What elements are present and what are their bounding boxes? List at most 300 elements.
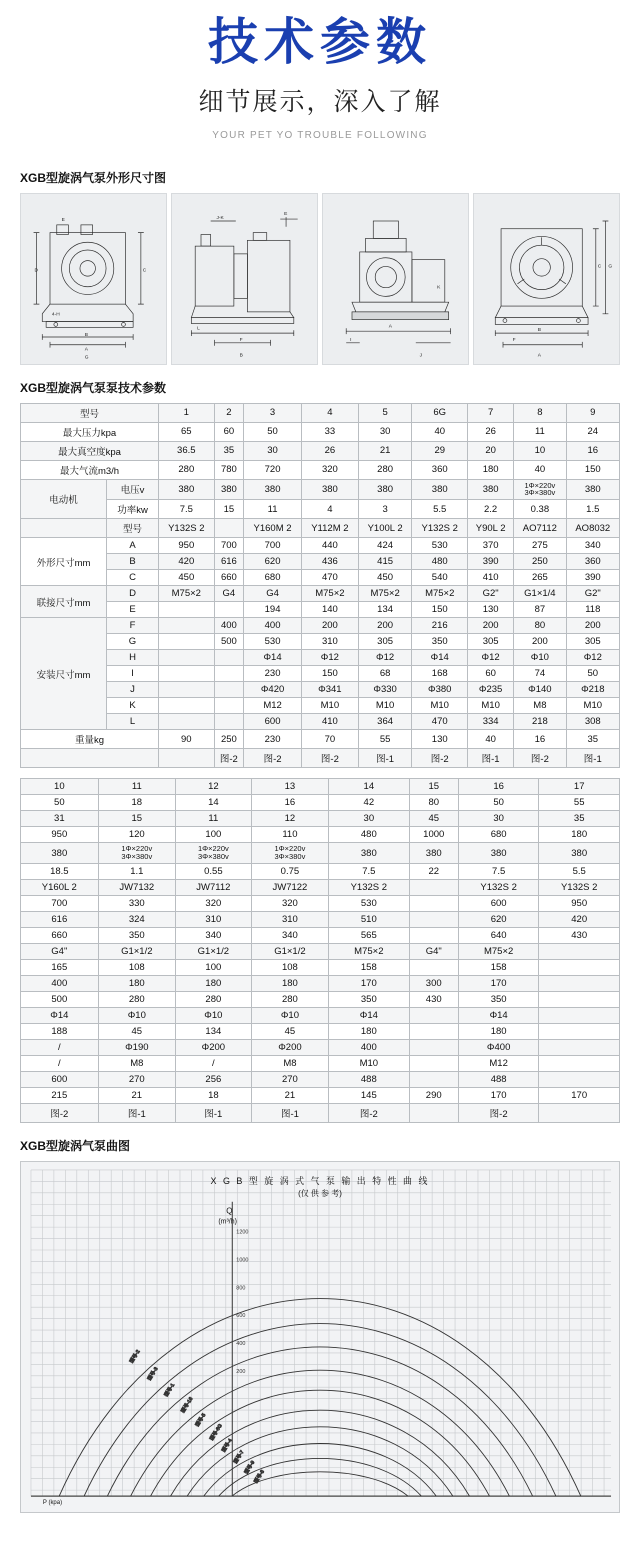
- table-cell: 3: [244, 403, 302, 422]
- row-label: 联接尺寸mm: [21, 586, 107, 618]
- svg-text:型号-3: 型号-3: [147, 1366, 160, 1382]
- table-cell: 324: [98, 912, 175, 928]
- table-row: [21, 698, 620, 714]
- page-english-caption: YOUR PET YO TROUBLE FOLLOWING: [212, 129, 428, 141]
- table-cell: 26: [468, 422, 514, 441]
- table-cell: 430: [539, 928, 620, 944]
- svg-text:K: K: [437, 285, 441, 291]
- table-cell: 30: [244, 441, 302, 460]
- table-cell: Φ14: [21, 1008, 99, 1024]
- table-cell: 950: [539, 896, 620, 912]
- table-cell: 360: [412, 460, 468, 479]
- page-title: 技术参数: [208, 14, 432, 70]
- table-cell: 380: [329, 843, 410, 864]
- table-cell: 140: [301, 602, 358, 618]
- table-row: [21, 538, 620, 554]
- table-cell: 280: [159, 460, 215, 479]
- table-cell: Φ341: [301, 682, 358, 698]
- table-cell: M10: [358, 698, 412, 714]
- table-cell: 180: [175, 976, 251, 992]
- table-cell: 180: [458, 1024, 539, 1040]
- table-cell: Φ200: [175, 1040, 251, 1056]
- table-cell: 350: [458, 992, 539, 1008]
- table-row: [21, 928, 620, 944]
- table-cell: 400: [21, 976, 99, 992]
- table-row: [21, 1024, 620, 1040]
- table-cell: JW7112: [175, 880, 251, 896]
- table-cell: 15: [409, 779, 458, 795]
- table-cell: [159, 698, 215, 714]
- table-cell: 450: [358, 570, 412, 586]
- table-cell: 380: [458, 843, 539, 864]
- table-cell: 500: [21, 992, 99, 1008]
- table-row: [21, 992, 620, 1008]
- table-cell: 7.5: [159, 500, 215, 519]
- table-cell: 180: [329, 1024, 410, 1040]
- table-cell: 134: [175, 1024, 251, 1040]
- table-cell: 488: [329, 1072, 410, 1088]
- table-cell: Φ400: [458, 1040, 539, 1056]
- table-cell: 31: [21, 811, 99, 827]
- spec-table-1-wrapper: [20, 403, 620, 769]
- table-cell: M10: [412, 698, 468, 714]
- table-cell: 168: [412, 666, 468, 682]
- table-cell: 410: [468, 570, 514, 586]
- table-cell: 图-2: [412, 749, 468, 768]
- table-cell: 图-2: [301, 749, 358, 768]
- table-cell: 380: [159, 479, 215, 500]
- table-cell: 330: [98, 896, 175, 912]
- table-cell: 1.5: [566, 500, 619, 519]
- row-label: 型号: [21, 403, 159, 422]
- table-cell: [409, 880, 458, 896]
- table-cell: 5.5: [539, 864, 620, 880]
- table-cell: 29: [412, 441, 468, 460]
- table-cell: M12: [244, 698, 302, 714]
- table-cell: [409, 1072, 458, 1088]
- table-cell: JW7122: [251, 880, 328, 896]
- table-cell: 30: [458, 811, 539, 827]
- table-row: [21, 682, 620, 698]
- table-cell: 35: [566, 730, 619, 749]
- table-cell: 680: [244, 570, 302, 586]
- table-cell: Y100L 2: [358, 519, 412, 538]
- table-cell: [539, 1104, 620, 1123]
- table-cell: 170: [329, 976, 410, 992]
- table-cell: 11: [514, 422, 566, 441]
- table-cell: 470: [301, 570, 358, 586]
- table-row: [21, 976, 620, 992]
- table-cell: 图-1: [175, 1104, 251, 1123]
- table-cell: 360: [566, 554, 619, 570]
- table-cell: 620: [244, 554, 302, 570]
- table-cell: Φ12: [301, 650, 358, 666]
- table-cell: 165: [21, 960, 99, 976]
- table-cell: 170: [458, 976, 539, 992]
- table-cell: 280: [175, 992, 251, 1008]
- table-row: [21, 960, 620, 976]
- row-sublabel: J: [107, 682, 159, 698]
- table-row: [21, 479, 620, 500]
- table-cell: 45: [409, 811, 458, 827]
- table-cell: JW7132: [98, 880, 175, 896]
- table-cell: 480: [329, 827, 410, 843]
- svg-text:C: C: [597, 263, 602, 269]
- table-cell: 380: [21, 843, 99, 864]
- table-row: [21, 570, 620, 586]
- table-cell: 16: [251, 795, 328, 811]
- table-cell: 0.75: [251, 864, 328, 880]
- table-cell: 600: [244, 714, 302, 730]
- table-cell: 16: [566, 441, 619, 460]
- svg-text:P (kpa): P (kpa): [42, 1500, 63, 1507]
- svg-text:型号-6G: 型号-6G: [209, 1423, 224, 1442]
- svg-text:型号-8: 型号-8: [254, 1469, 266, 1485]
- svg-text:J: J: [419, 352, 423, 358]
- table-cell: 200: [566, 618, 619, 634]
- table-row: [21, 1056, 620, 1072]
- table-cell: M75×2: [301, 586, 358, 602]
- table-row: [21, 618, 620, 634]
- table-cell: 680: [458, 827, 539, 843]
- table-cell: 436: [301, 554, 358, 570]
- table-cell: 35: [539, 811, 620, 827]
- table-cell: 305: [358, 634, 412, 650]
- table-row: [21, 422, 620, 441]
- table-cell: 230: [244, 730, 302, 749]
- table-cell: 150: [412, 602, 468, 618]
- table-cell: 510: [329, 912, 410, 928]
- table-cell: M10: [468, 698, 514, 714]
- drawing-side-view: [171, 193, 318, 365]
- table-cell: 7.5: [329, 864, 410, 880]
- table-cell: 420: [539, 912, 620, 928]
- table-cell: 108: [98, 960, 175, 976]
- row-label: [21, 519, 107, 538]
- svg-text:1000: 1000: [236, 1257, 249, 1264]
- row-label: 重量kg: [21, 730, 159, 749]
- table-cell: 250: [214, 730, 244, 749]
- table-cell: 340: [175, 928, 251, 944]
- table-cell: 310: [175, 912, 251, 928]
- table-cell: 380: [244, 479, 302, 500]
- table-cell: 410: [301, 714, 358, 730]
- table-cell: 275: [514, 538, 566, 554]
- svg-text:G: G: [84, 354, 89, 360]
- table-cell: 18: [98, 795, 175, 811]
- table-row: [21, 554, 620, 570]
- svg-text:(仅 供 参 考): (仅 供 参 考): [298, 1188, 342, 1198]
- table-cell: 1Φ×220v 3Φ×380v: [98, 843, 175, 864]
- table-cell: 70: [301, 730, 358, 749]
- svg-text:型号-9: 型号-9: [244, 1460, 257, 1476]
- table-cell: 170: [458, 1088, 539, 1104]
- table-cell: M75×2: [358, 586, 412, 602]
- table-row: [21, 730, 620, 749]
- table-cell: 390: [566, 570, 619, 586]
- table-cell: 320: [175, 896, 251, 912]
- table-cell: Φ12: [358, 650, 412, 666]
- table-cell: 图-2: [514, 749, 566, 768]
- table-cell: 130: [468, 602, 514, 618]
- table-cell: G1×1/4: [514, 586, 566, 602]
- table-cell: [159, 618, 215, 634]
- table-cell: 370: [468, 538, 514, 554]
- table-cell: 图-1: [566, 749, 619, 768]
- table-cell: M75×2: [329, 944, 410, 960]
- table-cell: 13: [251, 779, 328, 795]
- table-cell: 12: [175, 779, 251, 795]
- row-label: 最大真空度kpa: [21, 441, 159, 460]
- table-cell: 660: [21, 928, 99, 944]
- svg-text:800: 800: [236, 1285, 246, 1292]
- table-cell: 65: [159, 422, 215, 441]
- svg-text:F: F: [512, 337, 516, 343]
- table-cell: 21: [98, 1088, 175, 1104]
- table-cell: 600: [21, 1072, 99, 1088]
- table-cell: 60: [214, 422, 244, 441]
- table-cell: [214, 714, 244, 730]
- table-cell: /: [175, 1056, 251, 1072]
- table-cell: 188: [21, 1024, 99, 1040]
- table-row: [21, 843, 620, 864]
- table-row: [21, 896, 620, 912]
- table-row: [21, 602, 620, 618]
- table-row: [21, 795, 620, 811]
- table-cell: 530: [244, 634, 302, 650]
- table-cell: 380: [358, 479, 412, 500]
- table-cell: 170: [539, 1088, 620, 1104]
- table-cell: Y112M 2: [301, 519, 358, 538]
- table-cell: 11: [175, 811, 251, 827]
- svg-text:G: G: [608, 263, 613, 269]
- table-row: [21, 811, 620, 827]
- table-cell: [409, 928, 458, 944]
- table-cell: Y160L 2: [21, 880, 99, 896]
- table-cell: 110: [251, 827, 328, 843]
- row-sublabel: K: [107, 698, 159, 714]
- row-label: 电动机: [21, 479, 107, 519]
- page-subtitle: 细节展示，深入了解: [198, 87, 442, 116]
- table-cell: [214, 666, 244, 682]
- side-view-diagram: [172, 194, 317, 364]
- front-view-diagram: [21, 194, 166, 364]
- table-cell: 415: [358, 554, 412, 570]
- table-cell: 308: [566, 714, 619, 730]
- table-cell: [214, 602, 244, 618]
- table-cell: G4: [244, 586, 302, 602]
- table-cell: Φ14: [244, 650, 302, 666]
- table-cell: 620: [458, 912, 539, 928]
- table-cell: 80: [514, 618, 566, 634]
- svg-text:B: B: [84, 332, 89, 338]
- row-sublabel: 功率kw: [107, 500, 159, 519]
- table-cell: [409, 896, 458, 912]
- table-row: [21, 1088, 620, 1104]
- drawing-rear-view: [473, 193, 620, 365]
- table-row: [21, 650, 620, 666]
- table-cell: 36.5: [159, 441, 215, 460]
- table-cell: [539, 1024, 620, 1040]
- table-cell: 130: [412, 730, 468, 749]
- table-cell: [159, 634, 215, 650]
- svg-text:L: L: [197, 325, 200, 331]
- table-row: [21, 1104, 620, 1123]
- spec-table-2: [20, 778, 620, 1123]
- table-row: [21, 666, 620, 682]
- row-sublabel: F: [107, 618, 159, 634]
- table-cell: Φ218: [566, 682, 619, 698]
- row-sublabel: C: [107, 570, 159, 586]
- table-row: [21, 500, 620, 519]
- svg-text:4-H: 4-H: [51, 312, 60, 318]
- svg-text:F: F: [239, 337, 243, 343]
- table-cell: 700: [214, 538, 244, 554]
- table-row: [21, 460, 620, 479]
- table-cell: Φ235: [468, 682, 514, 698]
- table-row: [21, 403, 620, 422]
- svg-text:型号-1: 型号-1: [164, 1383, 177, 1398]
- table-cell: 380: [566, 479, 619, 500]
- table-cell: 图-2: [458, 1104, 539, 1123]
- table-cell: 256: [175, 1072, 251, 1088]
- table-cell: Φ14: [329, 1008, 410, 1024]
- table-cell: M10: [329, 1056, 410, 1072]
- table-cell: 2.2: [468, 500, 514, 519]
- row-sublabel: D: [107, 586, 159, 602]
- table-cell: 图-1: [98, 1104, 175, 1123]
- table-cell: /: [21, 1056, 99, 1072]
- table-cell: 16: [458, 779, 539, 795]
- table-row: [21, 827, 620, 843]
- table-cell: [214, 698, 244, 714]
- table-cell: M75×2: [159, 586, 215, 602]
- table-cell: [539, 1056, 620, 1072]
- table-cell: 35: [214, 441, 244, 460]
- table-cell: 364: [358, 714, 412, 730]
- svg-text:D: D: [34, 267, 39, 273]
- svg-text:型号-4: 型号-4: [221, 1438, 234, 1454]
- table-cell: 22: [409, 864, 458, 880]
- table-cell: 4: [301, 403, 358, 422]
- page-header: [0, 0, 640, 155]
- table-cell: 350: [329, 992, 410, 1008]
- svg-text:B: B: [537, 327, 542, 333]
- table-cell: [214, 682, 244, 698]
- table-cell: 430: [409, 992, 458, 1008]
- table-cell: 1000: [409, 827, 458, 843]
- table-cell: 380: [539, 843, 620, 864]
- table-cell: 200: [468, 618, 514, 634]
- table-cell: Φ12: [566, 650, 619, 666]
- table-cell: 720: [244, 460, 302, 479]
- table-cell: 11: [98, 779, 175, 795]
- svg-text:X G B 型 旋 涡 式 气 泵 输 出 特 性 曲 线: X G B 型 旋 涡 式 气 泵 输 出 特 性 曲 线: [210, 1175, 430, 1186]
- table-cell: 0.38: [514, 500, 566, 519]
- table-cell: 30: [329, 811, 410, 827]
- table-cell: 17: [539, 779, 620, 795]
- table-cell: 4: [301, 500, 358, 519]
- table-cell: 150: [301, 666, 358, 682]
- svg-text:型号-2: 型号-2: [129, 1349, 142, 1365]
- table-cell: G4": [21, 944, 99, 960]
- table-cell: 420: [159, 554, 215, 570]
- curve-chart-svg: [21, 1162, 619, 1512]
- drawing-gallery: [20, 193, 620, 365]
- row-sublabel: B: [107, 554, 159, 570]
- table-row: [21, 1008, 620, 1024]
- table-cell: 310: [301, 634, 358, 650]
- row-sublabel: E: [107, 602, 159, 618]
- table-cell: 5: [358, 403, 412, 422]
- table-cell: 950: [21, 827, 99, 843]
- table-cell: 640: [458, 928, 539, 944]
- table-cell: 图-2: [329, 1104, 410, 1123]
- row-label: 最大压力kpa: [21, 422, 159, 441]
- table-cell: 50: [244, 422, 302, 441]
- table-cell: 380: [409, 843, 458, 864]
- table-cell: 21: [358, 441, 412, 460]
- table-cell: Φ380: [412, 682, 468, 698]
- table-cell: 图-2: [21, 1104, 99, 1123]
- table-cell: [539, 960, 620, 976]
- table-cell: 470: [412, 714, 468, 730]
- table-cell: 700: [244, 538, 302, 554]
- table-cell: [539, 1040, 620, 1056]
- table-cell: 334: [468, 714, 514, 730]
- table-cell: Φ330: [358, 682, 412, 698]
- table-cell: [539, 992, 620, 1008]
- table-cell: Y132S 2: [329, 880, 410, 896]
- table-cell: 5.5: [412, 500, 468, 519]
- table-cell: 488: [458, 1072, 539, 1088]
- table-row: [21, 586, 620, 602]
- table-cell: 图-2: [214, 749, 244, 768]
- row-sublabel: 型号: [107, 519, 159, 538]
- svg-text:型号-7: 型号-7: [233, 1450, 246, 1465]
- table-cell: [409, 1024, 458, 1040]
- table-cell: 24: [566, 422, 619, 441]
- table-cell: 7: [468, 403, 514, 422]
- table-cell: 280: [251, 992, 328, 1008]
- table-cell: 616: [214, 554, 244, 570]
- table-cell: M10: [566, 698, 619, 714]
- table-cell: 180: [539, 827, 620, 843]
- table-cell: G1×1/2: [98, 944, 175, 960]
- svg-text:1200: 1200: [236, 1229, 249, 1236]
- row-label: 最大气流m3/h: [21, 460, 159, 479]
- table-cell: 200: [514, 634, 566, 650]
- svg-text:型号-16: 型号-16: [181, 1396, 195, 1415]
- drawing-section-title: XGB型旋涡气泵外形尺寸图: [20, 170, 167, 185]
- row-sublabel: H: [107, 650, 159, 666]
- svg-text:(m³/h): (m³/h): [218, 1218, 237, 1226]
- table-cell: 108: [251, 960, 328, 976]
- table-cell: Φ190: [98, 1040, 175, 1056]
- table-cell: [409, 1104, 458, 1123]
- table-cell: 660: [214, 570, 244, 586]
- table-cell: G1×1/2: [251, 944, 328, 960]
- table-cell: AO8032: [566, 519, 619, 538]
- table-cell: Y132S 2: [159, 519, 215, 538]
- svg-text:B: B: [239, 352, 243, 358]
- table-cell: 45: [98, 1024, 175, 1040]
- table-cell: 100: [175, 960, 251, 976]
- table-cell: Y132S 2: [412, 519, 468, 538]
- table-cell: 3: [358, 500, 412, 519]
- table-cell: [214, 519, 244, 538]
- table-cell: Φ10: [514, 650, 566, 666]
